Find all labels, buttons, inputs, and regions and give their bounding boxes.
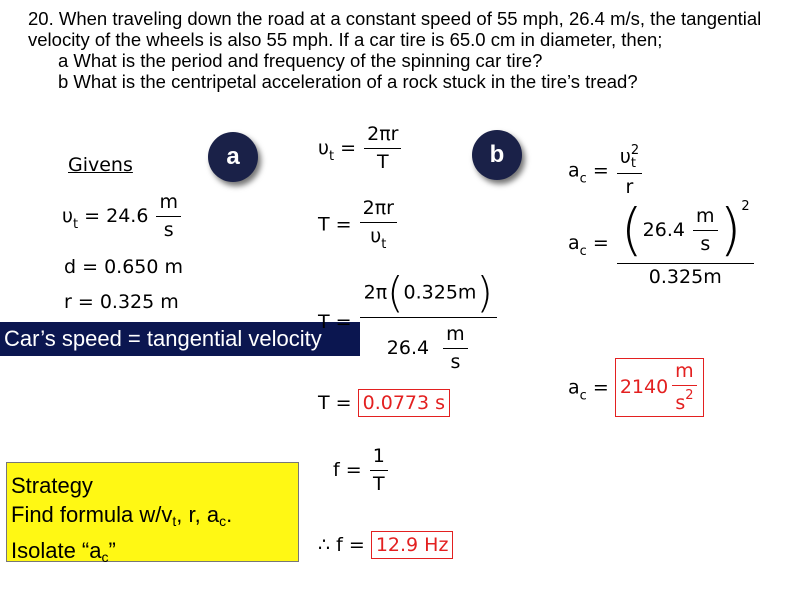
subscript-t: t	[73, 216, 79, 232]
d-unit: m	[164, 256, 184, 278]
given-d	[64, 256, 183, 278]
unit-denominator: s	[163, 218, 174, 241]
T-substituted-fraction: 2π(0.325m) 26.4 $\frac{m}{s}$	[360, 272, 497, 373]
strategy-line-formula: Find formula w/vt, r, ac.	[11, 502, 233, 529]
T-fraction: $\frac{2\pi r}{\upsilon_t}$	[360, 198, 397, 252]
problem-text: 20. When traveling down the road at a constant speed of 55 mph, 26.4 m/s, the tangential velocity of the wheels is also 55 mph. If a car tire is 65.0 cm in diameter, then;	[28, 8, 762, 50]
question-a: a What is the period and frequency of the spinning car tire?	[58, 50, 543, 71]
ac-fraction: υ 2 t r	[617, 144, 642, 198]
r-value: 0.325	[99, 291, 155, 313]
badge-a: a	[208, 132, 258, 182]
given-vt	[62, 192, 183, 241]
equals-sign: =	[84, 204, 107, 227]
d-symbol: d =	[64, 256, 105, 278]
strategy-line-isolate: Isolate “ac”	[11, 538, 116, 565]
eq-f-formula: f = $\frac{1}{T}$	[333, 446, 390, 495]
badge-b: b	[472, 130, 522, 180]
strategy-title: Strategy	[11, 473, 93, 498]
unit-fraction	[156, 192, 181, 241]
eq-T-formula: T = $\frac{2\pi r}{\upsilon_t}$	[318, 198, 399, 252]
eq-ac-formula: $a_c$ = υ 2 t r	[568, 144, 644, 198]
upsilon-symbol: υ	[62, 204, 73, 227]
upsilon-symbol: υ	[318, 136, 329, 159]
strategy-box	[6, 462, 299, 565]
therefore-symbol: ∴ f =	[318, 534, 371, 556]
speed-banner: Car’s speed = tangential velocity	[0, 322, 360, 356]
f-fraction: $\frac{1}{T}$	[370, 446, 388, 495]
vt-value: 24.6	[106, 204, 149, 227]
r-symbol: r =	[64, 291, 100, 313]
givens-heading: Givens	[68, 154, 133, 176]
problem-statement	[28, 8, 788, 92]
eq-T-result: T = 0.0773 s	[318, 392, 450, 414]
question-b: b What is the centripetal acceleration of a rock stuck in the tire’s tread?	[58, 71, 638, 92]
d-value: 0.650	[104, 256, 159, 278]
eq-ac-substituted: $a_c$ = (26.4 $\frac{m}{s}$ )$^2$ 0.325m	[568, 200, 756, 287]
unit-numerator: m	[156, 192, 181, 217]
eq-f-result	[318, 534, 453, 556]
eq-ac-result: $a_c$ = 2140 $\frac{m}{s^2}$	[568, 358, 704, 417]
eq-vt-formula: $\upsilon_t$ = $\frac{2\pi r}{T}$	[318, 124, 403, 173]
vt-fraction: $\frac{2\pi r}{T}$	[364, 124, 401, 173]
T-result-box: 0.0773 s	[358, 389, 450, 417]
r-unit: m	[160, 291, 179, 313]
f-result-box: 12.9 Hz	[371, 531, 454, 559]
eq-T-substituted: T = 2π(0.325m) 26.4 $\frac{m}{s}$	[318, 272, 499, 373]
given-r	[64, 291, 179, 313]
ac-substituted-fraction: (26.4 $\frac{m}{s}$ )$^2$ 0.325m	[617, 200, 754, 287]
ac-result-box: 2140 $\frac{m}{s^2}$	[615, 358, 704, 417]
